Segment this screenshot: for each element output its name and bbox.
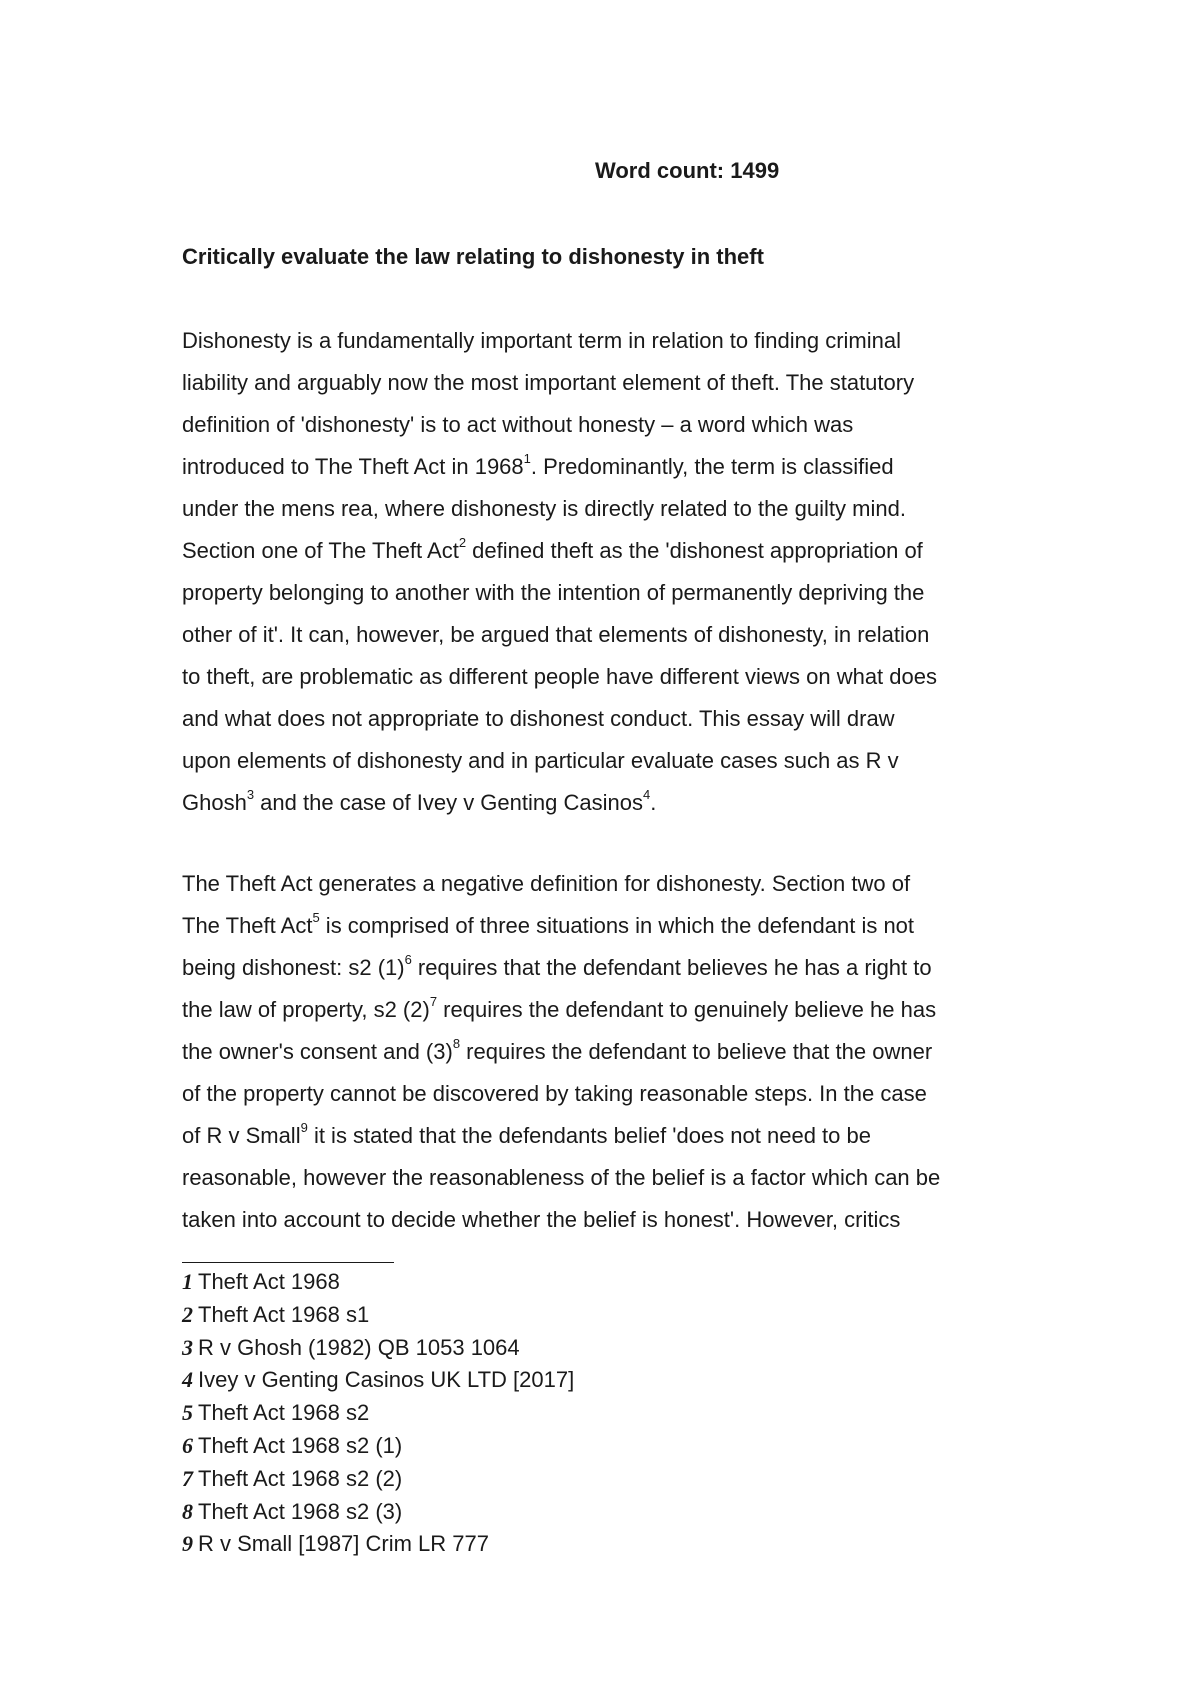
footnote-ref[interactable]: 7 — [429, 993, 438, 1009]
text-line: under the mens rea, where dishonesty is directly related to the guilty mind. — [182, 496, 906, 521]
text-line: of R v Small$^9$ it is stated that the defendants belief 'does not need to be — [182, 1119, 871, 1148]
footnote-number: 1 — [182, 1269, 193, 1294]
footnote-text: Theft Act 1968 s2 (2) — [198, 1465, 403, 1491]
word-count: Word count: 1499 — [595, 158, 780, 183]
footnote-text: Theft Act 1968 s2 (3) — [198, 1498, 403, 1524]
footnote-item — [182, 1496, 574, 1529]
footnote-ref[interactable]: 1 — [523, 450, 531, 466]
footnote-text: Theft Act 1968 — [198, 1269, 340, 1294]
footnote-text: Ivey v Genting Casinos UK LTD [2017] — [198, 1367, 575, 1393]
footnote-separator — [182, 1262, 394, 1263]
footnote-number: 9 — [182, 1531, 193, 1557]
essay-title: Critically evaluate the law relating to dishonesty in theft — [182, 244, 764, 269]
text-line: the law of property, s2 $(2)^7$ requires the defendant to genuinely believe he has — [182, 993, 937, 1022]
footnote-ref[interactable]: 5 — [312, 909, 320, 925]
footnote-item — [182, 1528, 574, 1561]
footnote-item — [182, 1332, 574, 1365]
footnote-item — [182, 1397, 574, 1430]
footnote-text: Theft Act 1968 s2 (1) — [198, 1432, 403, 1458]
text-line: liability and arguably now the most important element of theft. The statutory — [182, 370, 915, 395]
text-line: Section one of The Theft Act$^2$ defined theft as the 'dishonest appropriation of — [182, 534, 923, 563]
text-line: taken into account to decide whether the belief is honest'. However, critics — [182, 1207, 901, 1232]
footnote-item — [182, 1364, 574, 1397]
text-line: Ghosh$^3$ and the case of Ivey v Genting Casinos$^4$. — [182, 786, 657, 815]
footnote-number: 6 — [182, 1432, 193, 1458]
footnote-number: 5 — [182, 1400, 193, 1426]
footnote-number: 3 — [182, 1334, 193, 1360]
text-line: of the property cannot be discovered by taking reasonable steps. In the case — [182, 1081, 927, 1106]
text-line: other of it'. It can, however, be argued that elements of dishonesty, in relation — [182, 622, 930, 647]
text-line: The Theft Act$^5$ is comprised of three situations in which the defendant is not — [182, 909, 915, 938]
text-line: to theft, are problematic as different people have different views on what does — [182, 664, 937, 689]
footnote-ref[interactable]: 3 — [246, 786, 255, 802]
footnote-number: 2 — [182, 1301, 193, 1327]
footnote-text: Theft Act 1968 s1 — [198, 1301, 370, 1327]
footnote-ref[interactable]: 8 — [452, 1035, 461, 1051]
text-line: definition of 'dishonesty' is to act without honesty – a word which was — [182, 412, 854, 437]
footnote-text: R v Ghosh (1982) QB 1053 1064 — [198, 1334, 520, 1360]
text-line: The Theft Act generates a negative definition for dishonesty. Section two of — [182, 871, 911, 896]
text-line: introduced to The Theft Act in 1968$^1$. Predominantly, the term is classified — [182, 450, 894, 479]
text-line: reasonable, however the reasonableness of the belief is a factor which can be — [182, 1165, 941, 1190]
paragraph-1 — [182, 320, 1042, 824]
paragraph-2 — [182, 863, 1042, 1241]
footnote-number: 7 — [182, 1465, 193, 1491]
footnote-number: 4 — [182, 1367, 193, 1393]
footnote-item — [182, 1430, 574, 1463]
text-line: Dishonesty is a fundamentally important term in relation to finding criminal — [182, 328, 901, 353]
text-line: the owner's consent and $(3)^8$ requires the defendant to believe that the owner — [182, 1035, 933, 1064]
footnote-text: R v Small [1987] Crim LR 777 — [198, 1531, 489, 1557]
footnote-item — [182, 1299, 574, 1332]
footnote-number: 8 — [182, 1498, 193, 1524]
footnotes — [182, 1266, 574, 1561]
text-line: being dishonest: s2 $(1)^6$ requires that the defendant believes he has a right to — [182, 951, 932, 980]
footnote-text: Theft Act 1968 s2 — [198, 1400, 370, 1426]
footnote-ref[interactable]: 6 — [404, 951, 412, 967]
text-line: upon elements of dishonesty and in particular evaluate cases such as R v — [182, 748, 899, 773]
footnote-item — [182, 1266, 574, 1299]
text-line: property belonging to another with the intention of permanently depriving the — [182, 580, 925, 605]
footnote-ref[interactable]: 2 — [458, 534, 467, 550]
footnote-item — [182, 1463, 574, 1496]
footnote-ref[interactable]: 9 — [300, 1119, 308, 1135]
text-line: and what does not appropriate to dishonest conduct. This essay will draw — [182, 706, 895, 731]
footnote-ref[interactable]: 4 — [642, 786, 651, 802]
